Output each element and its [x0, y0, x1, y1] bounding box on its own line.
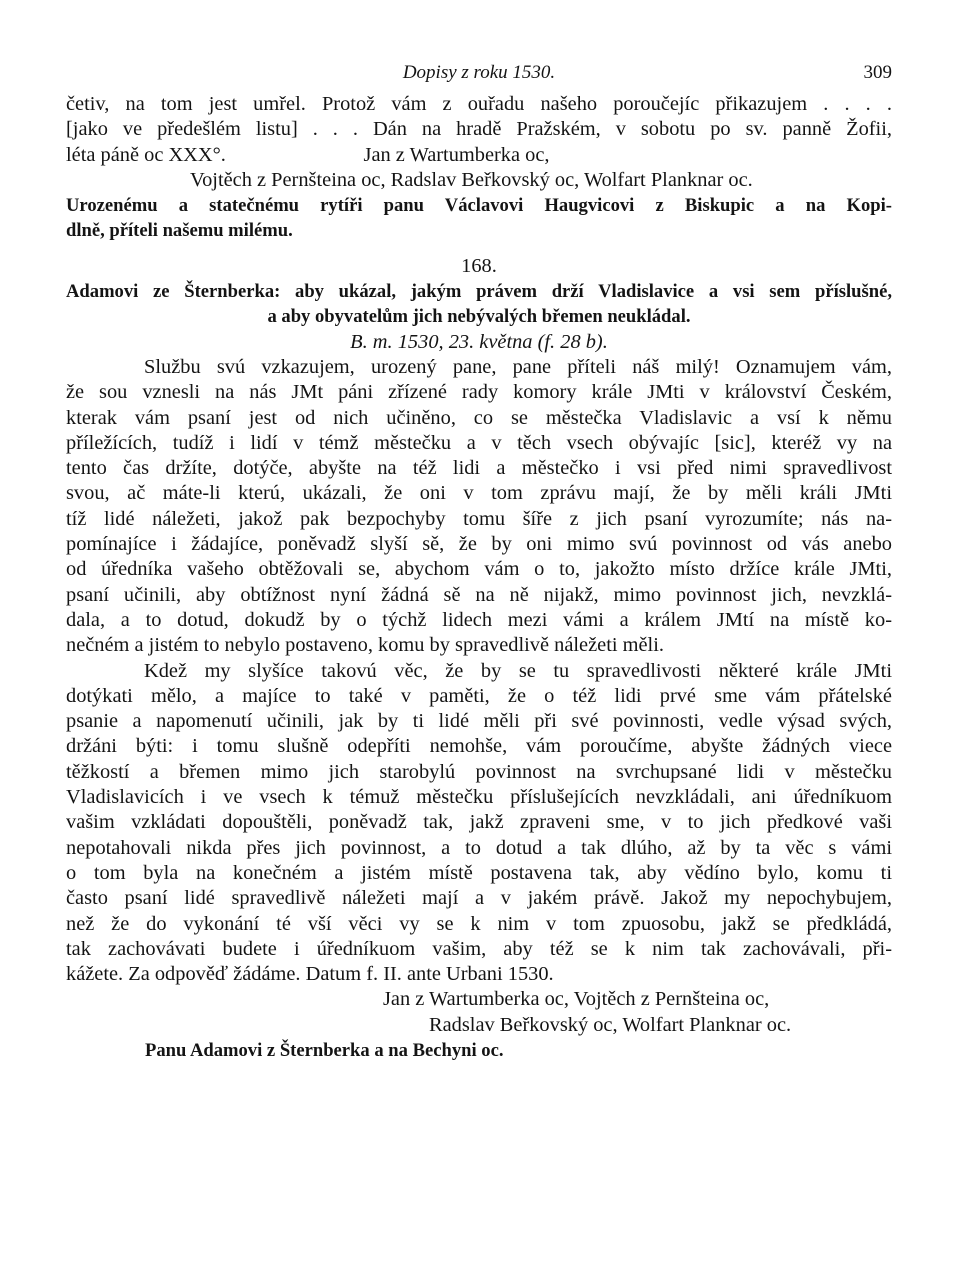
text-line: nepotahovali nikda přes jich povinnost, a to dotud a tak dlúho, až by ta věc s vámi	[66, 836, 892, 859]
text-line: tíž lidé náležeti, jakož pak bezpochyby tomu šíře z jich psaní vyrozumíte; nás na-	[66, 507, 892, 530]
text-line: že sou vznesli na nás JMt páni zřízené rady komory krále JMti v království Českém,	[66, 381, 892, 404]
text-line: kážete. Za odpověď žádáme. Datum f. II. ante Urbani 1530.	[66, 963, 554, 986]
text-line: tento čas držíte, dotýče, abyšte na též lidi a městečko i vsi před nimi spravedlivost	[66, 457, 892, 480]
text-line: těžkostí a břemen mimo jich starobylú povinnost na svrchupsané lidi v městečku	[66, 760, 892, 783]
signature-line: Radslav Beřkovský oc, Wolfart Planknar oc.	[429, 1013, 792, 1036]
page-number: 309	[863, 62, 892, 83]
text-line: dala, a to dotud, dokudž by o týchž lidech mezi vámi a králem JMtí na místě ko-	[66, 608, 892, 631]
text-line: [jako ve předešlém listu] . . . Dán na hradě Pražském, v sobotu po sv. panně Žofii,	[66, 118, 892, 141]
previous-letter-ending	[66, 92, 892, 244]
letter-summary-line: Adamovi ze Šternberka: aby ukázal, jakým právem drží Vladislavice a vsi sem příslušné,	[66, 281, 892, 303]
running-title: Dopisy z roku 1530.	[402, 62, 556, 83]
paragraph-2	[66, 659, 892, 988]
address-line: dlně, příteli našemu milému.	[66, 220, 293, 242]
text-line: příležících, tudíž i lidí v témž městečku a v těch vsech obývajíc [sic], kteréž vy na	[66, 431, 892, 454]
letter-source: B. m. 1530, 23. května (f. 28 b).	[350, 330, 608, 353]
letter-address: Panu Adamovi z Šternberka a na Bechyni oc.	[145, 1039, 504, 1061]
text-line: četiv, na tom jest umřel. Protož vám z ouřadu našeho poroučejíc přikazujem . . . .	[66, 93, 892, 115]
letter-summary-line: a aby obyvatelům jich nebývalých břemen neukládal.	[267, 306, 691, 328]
address-line: Urozenému a statečnému rytíři panu Václavovi Haugvicovi z Biskupic a na Kopi-	[66, 195, 892, 217]
page-header	[66, 62, 892, 92]
signature-line: Vojtěch z Pernšteina oc, Radslav Beřkovský oc, Wolfart Planknar oc.	[190, 168, 753, 191]
text-line: kterak vám psaní jest od nich učiněno, co se městečka Vladislavic a vsí k němu	[66, 406, 892, 429]
text-line: držáni býti: i tomu slušně odepříti nemohše, vám poroučíme, abyšte žádných viece	[66, 735, 892, 758]
signature-line: Jan z Wartumberka oc, Vojtěch z Pernšteina oc,	[383, 988, 770, 1011]
text-line: dotýkati mělo, a majíce to také v paměti, že o též lidi prvé sme vám přátelské	[66, 684, 892, 707]
text-line: o tom byla na konečném a jistém místě postavena tak, aby vědíno bylo, komu ti	[66, 861, 892, 884]
text-line: často psaní lidé spravedlivě náležeti mají a v jakém právě. Jakož my nepochybujem,	[66, 887, 892, 910]
text-line: pomínajíce i žádajíce, poněvadž slyší sě, že by oni mimo svú povinnost od vás anebo	[66, 533, 892, 556]
text-line: Službu svú vzkazujem, urozený pane, pane příteli náš milý! Oznamujem vám,	[144, 355, 892, 378]
text-line: vašim vzkládati dopouštěli, poněvadž tak, jakž zpraveni sme, v to jich předkové vaši	[66, 811, 892, 834]
text-line: psaní učinili, aby obtížnost nyní žádná sě na ně nijakž, mimo povinnost jich, nevzklá-	[66, 583, 892, 606]
text-line: psanie a napomenutí učinili, jak by ti lidé měli při své povinnosti, vedle výsad svých,	[66, 710, 892, 733]
paragraph-1	[66, 355, 892, 659]
text-line: než že do vykonání té vší věci vy se k nim v tom zpuosobu, jakž se předkládá,	[66, 912, 892, 935]
text-line: svou, ač máte-li kterú, ukázali, že oni v tom zprávu mají, že by měli králi JMti	[66, 482, 892, 505]
text-line-with-signature: léta páně oc XXX°. Jan z Wartumberka oc,	[66, 143, 550, 166]
text-line: nečném a jistém to nebylo postaveno, komu by spravedlivě náležeti měli.	[66, 634, 664, 657]
letter-168	[66, 254, 892, 1064]
letter-number: 168.	[461, 254, 497, 277]
text-line: od úředníka vašeho obtěžovali se, abychom vám o to, jakožto místo držíce krále JMti,	[66, 558, 892, 581]
text-line: Kdež my slyšíce takovú věc, že by se tu spravedlivosti některé krále JMti	[144, 659, 892, 682]
text-line: Vladislavicích i ve vsech k témuž městečku příslušejících nevzkládali, ani úředníkuom	[66, 786, 892, 809]
book-page	[66, 62, 892, 1063]
text-line: tak zachovávati budete i úředníkuom vašim, aby též se k nim tak zachovávali, při-	[66, 937, 892, 960]
